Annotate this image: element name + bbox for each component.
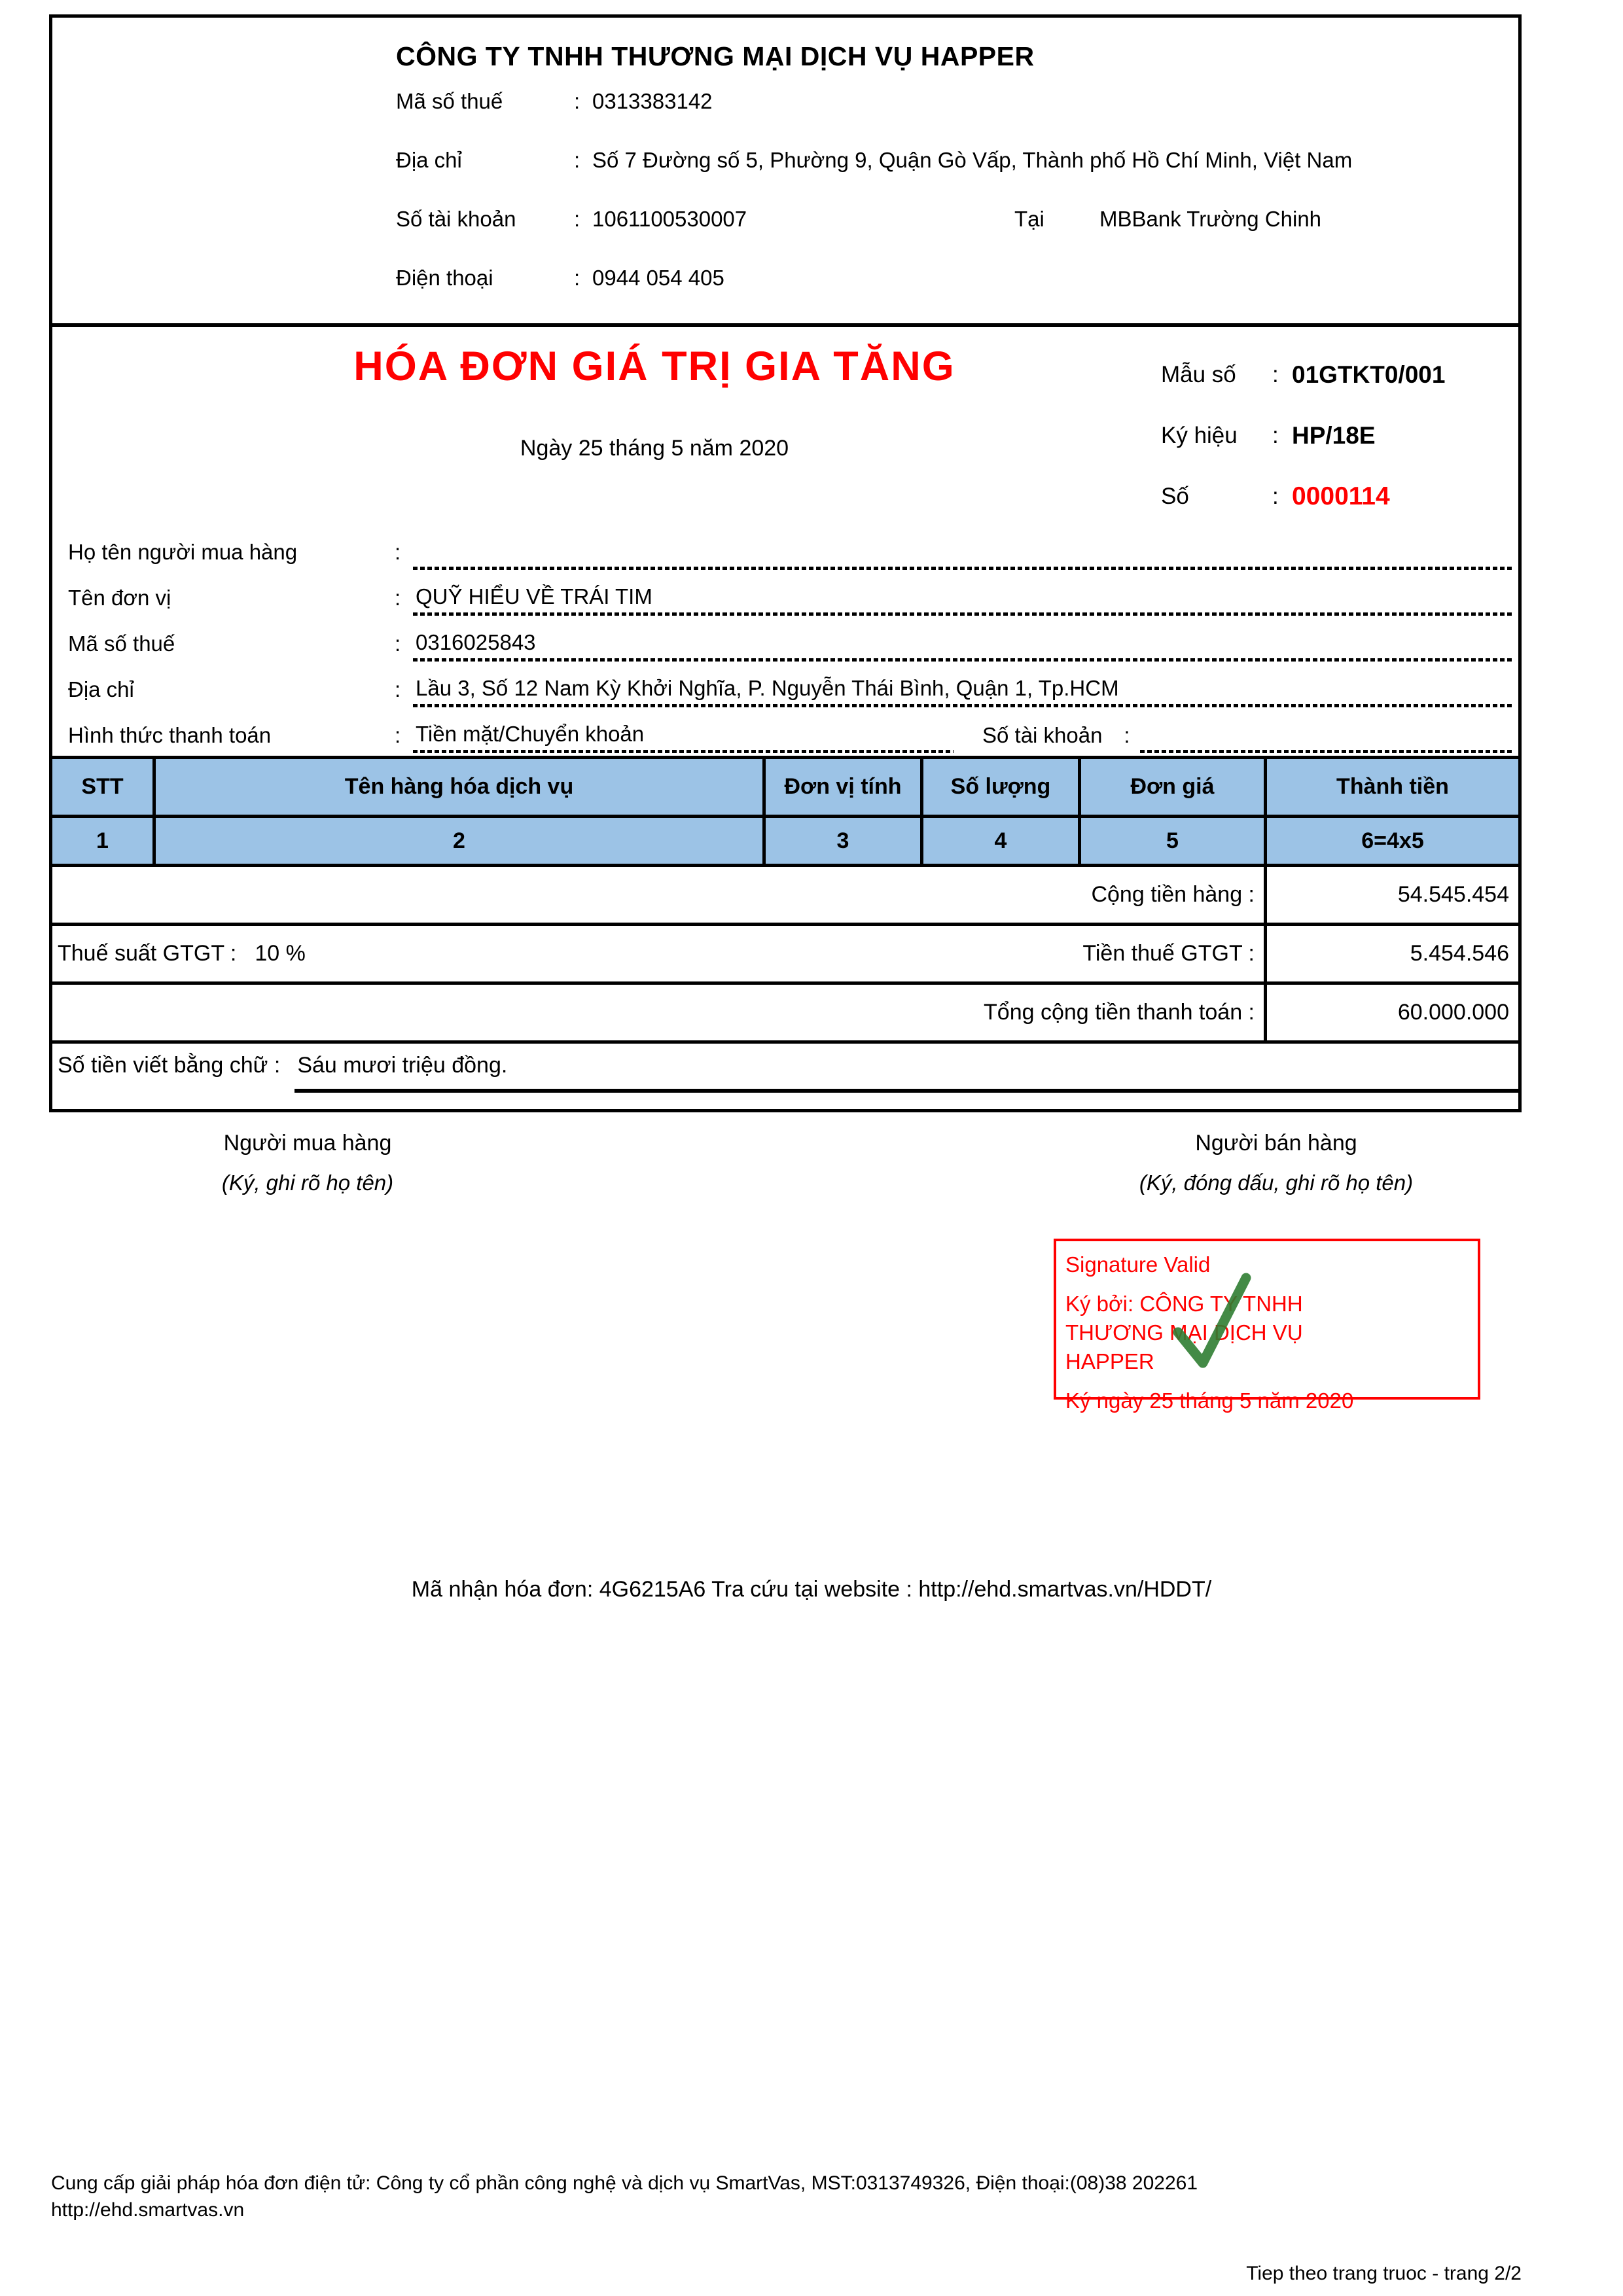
amount-in-words-value: Sáu mươi triệu đồng. — [294, 1053, 1518, 1093]
column-number-4: 4 — [923, 818, 1081, 864]
serial-value: HP/18E — [1292, 421, 1376, 449]
seller-address-value: Số 7 Đường số 5, Phường 9, Quận Gò Vấp, Thành phố Hồ Chí Minh, Việt Nam — [592, 148, 1353, 172]
buyer-address-label: Địa chỉ — [68, 677, 134, 701]
seller-account-row — [396, 190, 1512, 249]
buyer-company-label: Tên đơn vị — [68, 586, 171, 610]
buyer-name-value — [413, 539, 1512, 570]
header-cell-quantity: Số lượng — [923, 759, 1081, 815]
serial-label: Ký hiệu — [1161, 422, 1238, 448]
grand-total-row — [52, 985, 1518, 1044]
table-header-row — [52, 759, 1518, 818]
colon: : — [395, 540, 401, 564]
column-number-1: 1 — [52, 818, 156, 864]
colon: : — [1272, 422, 1279, 448]
subtotal-row — [52, 867, 1518, 926]
seller-tax-label: Mã số thuế — [396, 89, 503, 113]
vat-amount-value: 5.454.546 — [1410, 941, 1509, 966]
provider-line: Cung cấp giải pháp hóa đơn điện tử: Công ty cổ phần công nghệ và dịch vụ SmartVas, MST:0313749326, Điện thoại:(08)38 202261 — [51, 2172, 1198, 2194]
subtotal-value: 54.545.454 — [1397, 882, 1509, 907]
signature-signed-by: Ký bởi: CÔNG TY TNHH THƯƠNG MẠI DỊCH VỤ HAPPER — [1065, 1292, 1303, 1373]
column-number-2: 2 — [156, 818, 766, 864]
vat-row — [52, 926, 1518, 985]
vat-rate-wrap — [58, 941, 306, 966]
buyer-tax-row — [52, 616, 1518, 662]
vat-rate-value: 10 % — [255, 941, 306, 966]
seller-phone-row — [396, 249, 1512, 308]
buyer-company-row — [52, 570, 1518, 616]
form-number-row — [1161, 344, 1445, 405]
buyer-signature-note: (Ký, ghi rõ họ tên) — [221, 1171, 394, 1195]
seller-bank-name: MBBank Trường Chinh — [1099, 207, 1322, 231]
vat-rate-label: Thuế suất GTGT : — [58, 941, 237, 966]
page-info: Tiep theo trang truoc - trang 2/2 — [1246, 2263, 1522, 2284]
payment-method-row — [52, 707, 1518, 753]
header-cell-description: Tên hàng hóa dịch vụ — [156, 759, 766, 815]
header-cell-unit-price: Đơn giá — [1081, 759, 1267, 815]
colon: : — [574, 148, 580, 172]
amount-in-words-row — [52, 1044, 1518, 1109]
colon: : — [395, 677, 401, 701]
seller-tax-row — [396, 72, 1512, 131]
colon: : — [395, 723, 401, 747]
items-table — [52, 759, 1518, 1109]
serial-row — [1161, 405, 1445, 466]
invoice-page-frame — [49, 14, 1522, 1112]
subtotal-label: Cộng tiền hàng : — [52, 867, 1267, 923]
invoice-number-value: 0000114 — [1292, 482, 1390, 510]
buyer-company-value: QUỸ HIỂU VỀ TRÁI TIM — [413, 584, 1512, 616]
colon: : — [574, 207, 580, 231]
buyer-address-value: Lầu 3, Số 12 Nam Kỳ Khởi Nghĩa, P. Nguyễn Thái Bình, Quận 1, Tp.HCM — [413, 676, 1512, 707]
column-number-6: 6=4x5 — [1267, 818, 1518, 864]
colon: : — [1272, 483, 1279, 509]
buyer-section — [52, 514, 1518, 759]
buyer-tax-value: 0316025843 — [413, 630, 1512, 662]
colon: : — [1272, 361, 1279, 387]
column-number-5: 5 — [1081, 818, 1267, 864]
signature-signed-date: Ký ngày 25 tháng 5 năm 2020 — [1065, 1388, 1354, 1413]
seller-signature-note: (Ký, đóng dấu, ghi rõ họ tên) — [1139, 1171, 1414, 1195]
header-cell-stt: STT — [52, 759, 156, 815]
digital-signature-stamp — [1054, 1239, 1480, 1413]
buyer-name-row — [52, 524, 1518, 570]
invoice-number-label: Số — [1161, 483, 1189, 509]
seller-phone-value: 0944 054 405 — [592, 266, 724, 290]
invoice-lookup-line: Mã nhận hóa đơn: 4G6215A6 Tra cứu tại website : http://ehd.smartvas.vn/HDDT/ — [411, 1577, 1212, 1602]
buyer-account-label: Số tài khoản — [982, 723, 1103, 747]
vat-cell — [52, 926, 1267, 981]
seller-account-value: 1061100530007 — [592, 207, 747, 231]
header-cell-amount: Thành tiền — [1267, 759, 1518, 815]
provider-website: http://ehd.smartvas.vn — [51, 2199, 245, 2221]
colon: : — [395, 586, 401, 610]
column-number-3: 3 — [766, 818, 923, 864]
seller-address-label: Địa chỉ — [396, 148, 462, 172]
form-number-value: 01GTKT0/001 — [1292, 361, 1446, 388]
seller-company-name: CÔNG TY TNHH THƯƠNG MẠI DỊCH VỤ HAPPER — [396, 41, 1035, 71]
header-cell-unit: Đơn vị tính — [766, 759, 923, 815]
buyer-address-row — [52, 662, 1518, 707]
table-column-number-row — [52, 818, 1518, 867]
signature-check-icon — [1169, 1270, 1254, 1371]
buyer-account-value — [1140, 722, 1512, 753]
payment-method-value: Tiền mặt/Chuyển khoản — [413, 722, 954, 753]
buyer-name-label: Họ tên người mua hàng — [68, 540, 298, 564]
colon: : — [1124, 723, 1130, 747]
vat-amount-label: Tiền thuế GTGT : — [1082, 941, 1255, 966]
invoice-number-row — [1161, 466, 1445, 527]
invoice-serial-block — [1161, 344, 1445, 527]
seller-tax-value: 0313383142 — [592, 89, 713, 113]
seller-signature-block — [1080, 1131, 1472, 1195]
seller-section — [52, 18, 1518, 327]
seller-account-label: Số tài khoản — [396, 207, 516, 231]
buyer-signature-block — [124, 1131, 491, 1195]
colon: : — [574, 89, 580, 113]
grand-total-label: Tổng cộng tiền thanh toán : — [52, 985, 1267, 1040]
form-number-label: Mẫu số — [1161, 361, 1236, 387]
amount-in-words-label: Số tiền viết bằng chữ : — [58, 1053, 281, 1078]
signature-valid-text: Signature Valid — [1065, 1252, 1211, 1277]
seller-address-row — [396, 131, 1512, 190]
buyer-signature-title: Người mua hàng — [223, 1131, 392, 1156]
colon: : — [395, 631, 401, 656]
seller-bank-at-label: Tại — [1014, 207, 1044, 231]
seller-phone-label: Điện thoại — [396, 266, 493, 290]
invoice-date: Ngày 25 tháng 5 năm 2020 — [520, 436, 789, 461]
seller-signature-title: Người bán hàng — [1195, 1131, 1357, 1156]
colon: : — [574, 266, 580, 290]
payment-method-label: Hình thức thanh toán — [68, 723, 272, 747]
invoice-title: HÓA ĐƠN GIÁ TRỊ GIA TĂNG — [353, 344, 955, 389]
provider-footer — [51, 2170, 1198, 2223]
grand-total-value: 60.000.000 — [1397, 1000, 1509, 1025]
title-section — [52, 327, 1518, 514]
buyer-tax-label: Mã số thuế — [68, 631, 175, 656]
